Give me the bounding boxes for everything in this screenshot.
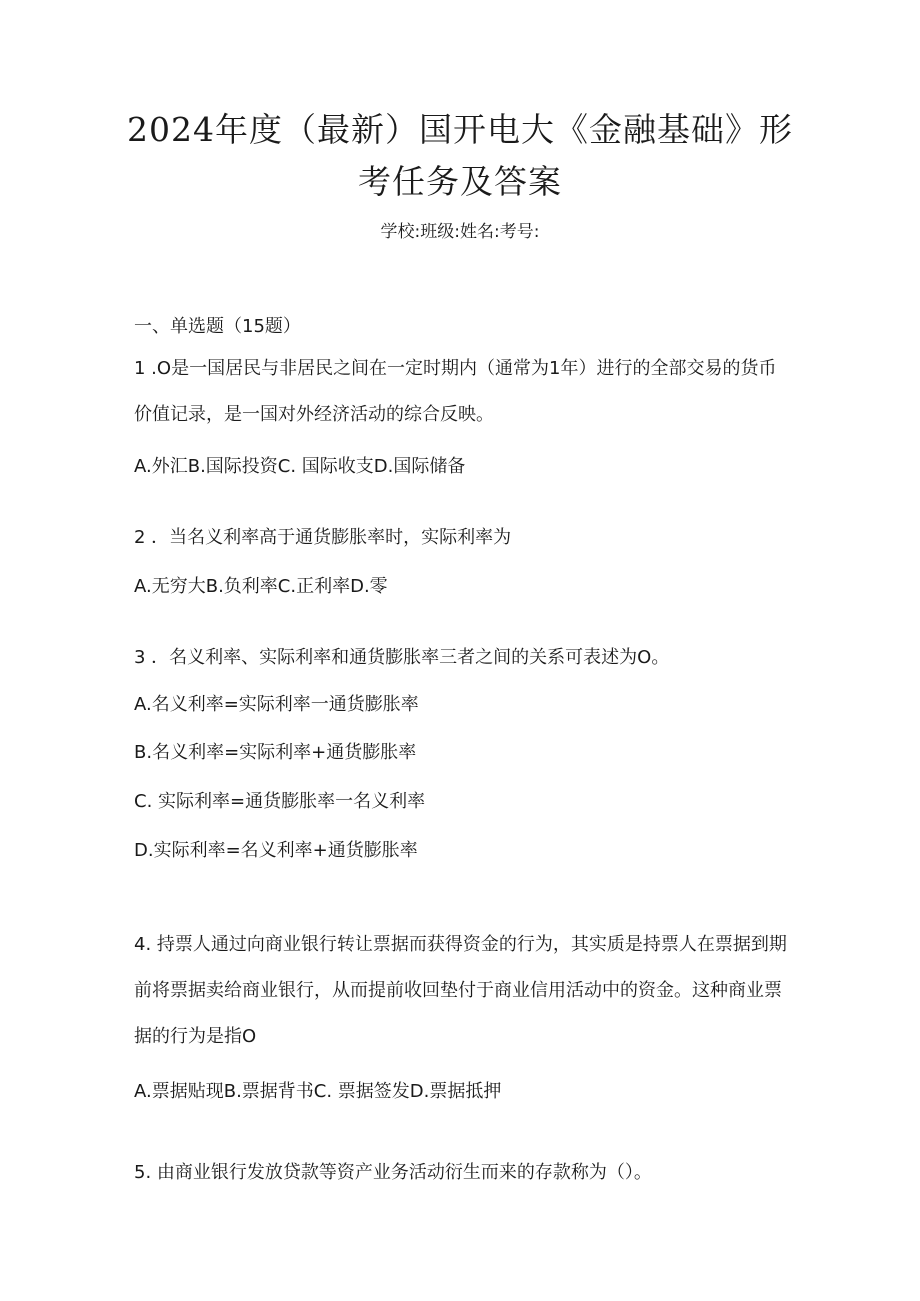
document-title	[90, 104, 830, 208]
question-3-option-c: C. 实际利率=通货膨胀率一名义利率	[134, 791, 426, 812]
question-1-options: A.外汇B.国际投资C. 国际收支D.国际储备	[134, 456, 466, 477]
question-2-options: A.无穷大B.负利率C.正利率D.零	[134, 576, 388, 597]
question-4-options: A.票据贴现B.票据背书C. 票据签发D.票据抵押	[134, 1081, 502, 1102]
question-4-stem: 4. 持票人通过向商业银行转让票据而获得资金的行为，其实质是持票人在票据到期前将票据卖给商业银行，从而提前收回垫付于商业信用活动中的资金。这种商业票据的行为是指O	[134, 934, 787, 1047]
question-1-stem: 1 .O是一国居民与非居民之间在一定时期内（通常为1年）进行的全部交易的货币价值记录，是一国对外经济活动的综合反映。	[134, 358, 777, 425]
question-3-option-d: D.实际利率=名义利率+通货膨胀率	[134, 840, 418, 861]
title-line-2: 考任务及答案	[358, 162, 562, 201]
question-5-stem: 5. 由商业银行发放贷款等资产业务活动衍生而来的存款称为（）。	[134, 1162, 652, 1183]
question-3-option-a: A.名义利率=实际利率一通货膨胀率	[134, 694, 419, 715]
student-info-line: 学校:班级:姓名:考号:	[380, 222, 540, 242]
title-line-1: 2024年度（最新）国开电大《金融基础》形	[127, 110, 793, 149]
question-2-stem: 2 ．当名义利率高于通货膨胀率时，实际利率为	[134, 527, 512, 548]
question-3-option-b: B.名义利率=实际利率+通货膨胀率	[134, 742, 417, 763]
section-heading: 一、单选题（15题）	[134, 316, 301, 337]
question-3-stem: 3 ．名义利率、实际利率和通货膨胀率三者之间的关系可表述为O。	[134, 647, 670, 668]
